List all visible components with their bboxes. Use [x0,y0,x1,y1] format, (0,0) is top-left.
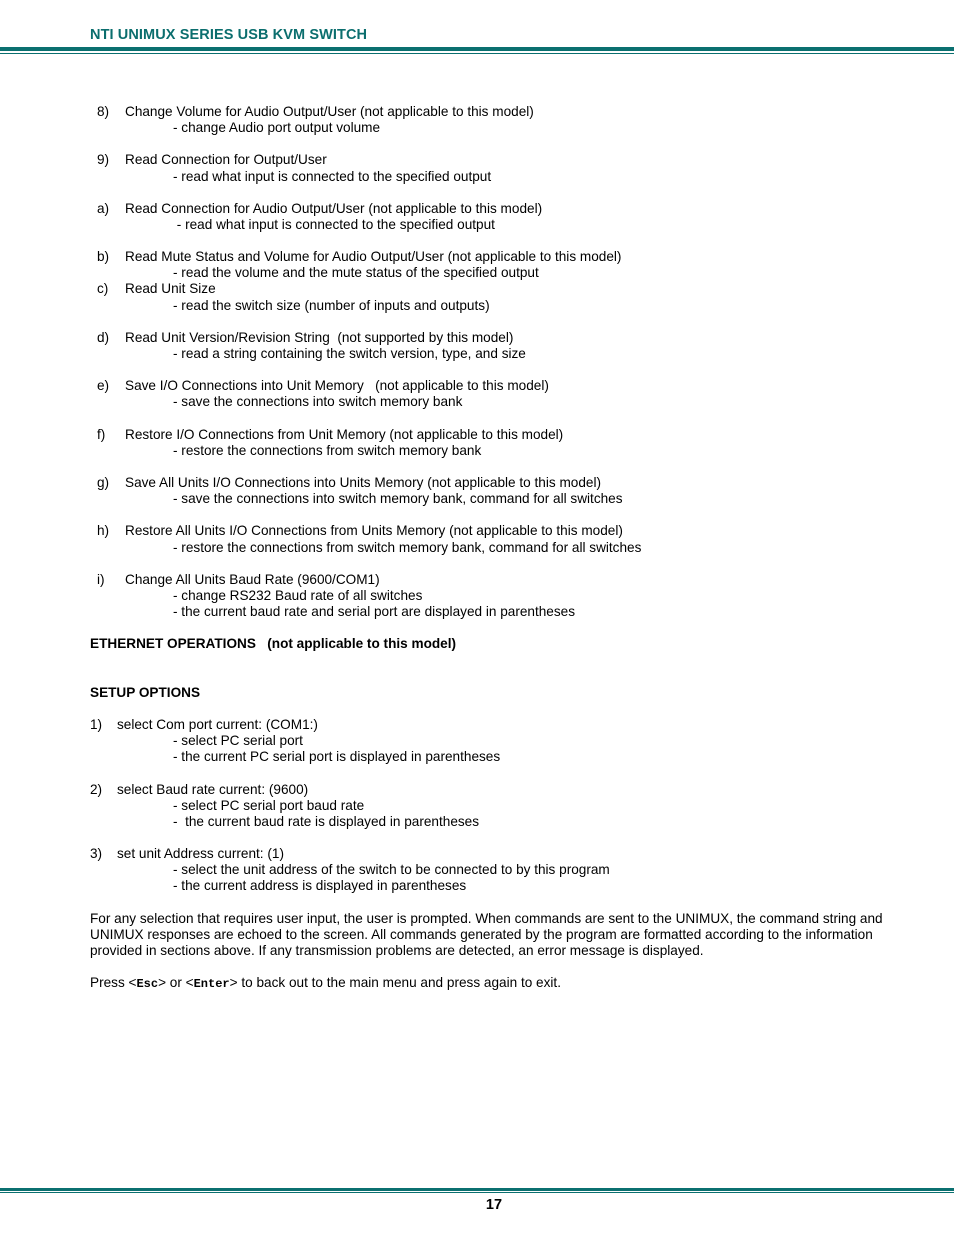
instruction-text: > or < [158,975,194,990]
item-title: select Com port current: (COM1:) [117,717,318,732]
footer-rule-thick [0,1188,954,1191]
item-number: 3) [90,846,103,861]
item-number: h) [97,523,110,538]
item-detail: - change RS232 Baud rate of all switches [173,588,423,603]
item-title: Read Connection for Audio Output/User (not applicable to this model) [125,201,543,216]
item-detail: - save the connections into switch memory bank, command for all switches [173,491,623,506]
item-title: Restore All Units I/O Connections from Units Memory (not applicable to this model) [125,523,623,538]
running-header: NTI UNIMUX SERIES USB KVM SWITCH [90,27,368,43]
header-rule-thick [0,47,954,51]
page-number: 17 [485,1197,503,1213]
item-detail: - read a string containing the switch version, type, and size [173,346,526,361]
item-number: d) [97,330,110,345]
item-title: select Baud rate current: (9600) [117,782,309,797]
item-number: 8) [97,104,110,119]
item-number: f) [97,427,106,442]
item-number: 2) [90,782,103,797]
item-detail: - select PC serial port baud rate [173,798,365,813]
item-detail: - restore the connections from switch memory bank [173,443,482,458]
item-title: Read Unit Version/Revision String (not supported by this model) [125,330,514,345]
item-detail: - the current baud rate and serial port are displayed in parentheses [173,604,576,619]
item-number: b) [97,249,110,264]
item-detail: - read the switch size (number of inputs and outputs) [173,298,490,313]
setup-heading: SETUP OPTIONS [90,685,201,700]
item-title: set unit Address current: (1) [117,846,284,861]
footer-rule-thin [0,1192,954,1193]
item-title: Change All Units Baud Rate (9600/COM1) [125,572,380,587]
item-number: g) [97,475,110,490]
item-number: e) [97,378,110,393]
instruction-text: > to back out to the main menu and press again to exit. [229,975,561,990]
item-title: Change Volume for Audio Output/User (not applicable to this model) [125,104,534,119]
enter-key: Enter [193,977,230,991]
item-title: Read Mute Status and Volume for Audio Output/User (not applicable to this model) [125,249,622,264]
item-detail: - save the connections into switch memory bank [173,394,463,409]
exit-instruction [90,975,561,992]
instruction-text: Press < [90,975,137,990]
item-detail: - the current address is displayed in parentheses [173,878,467,893]
item-detail: - read what input is connected to the specified output [173,217,495,232]
info-paragraph: For any selection that requires user input, the user is prompted. When commands are sent to the UNIMUX, the command string and UNIMUX responses are echoed to the screen. All commands generated by the program are formatted according to the information provided in sections above. If any transmission problems are detected, an error message is displayed. [90,911,883,958]
header-rule-thin [0,53,954,54]
esc-key: Esc [136,977,159,991]
item-detail: - read what input is connected to the specified output [173,169,492,184]
item-title: Save All Units I/O Connections into Units Memory (not applicable to this model) [125,475,601,490]
item-detail: - the current PC serial port is displayed in parentheses [173,749,501,764]
item-number: 1) [90,717,103,732]
item-title: Read Unit Size [125,281,216,296]
item-title: Save I/O Connections into Unit Memory (not applicable to this model) [125,378,549,393]
item-number: a) [97,201,110,216]
item-number: 9) [97,152,110,167]
ethernet-heading: ETHERNET OPERATIONS (not applicable to this model) [90,636,457,651]
item-detail: - select the unit address of the switch to be connected to by this program [173,862,610,877]
item-title: Restore I/O Connections from Unit Memory (not applicable to this model) [125,427,564,442]
item-number: c) [97,281,109,296]
item-detail: - read the volume and the mute status of the specified output [173,265,539,280]
item-detail: - change Audio port output volume [173,120,381,135]
item-detail: - restore the connections from switch memory bank, command for all switches [173,540,642,555]
item-detail: - the current baud rate is displayed in parentheses [173,814,480,829]
item-title: Read Connection for Output/User [125,152,327,167]
item-number: i) [97,572,105,587]
item-detail: - select PC serial port [173,733,303,748]
